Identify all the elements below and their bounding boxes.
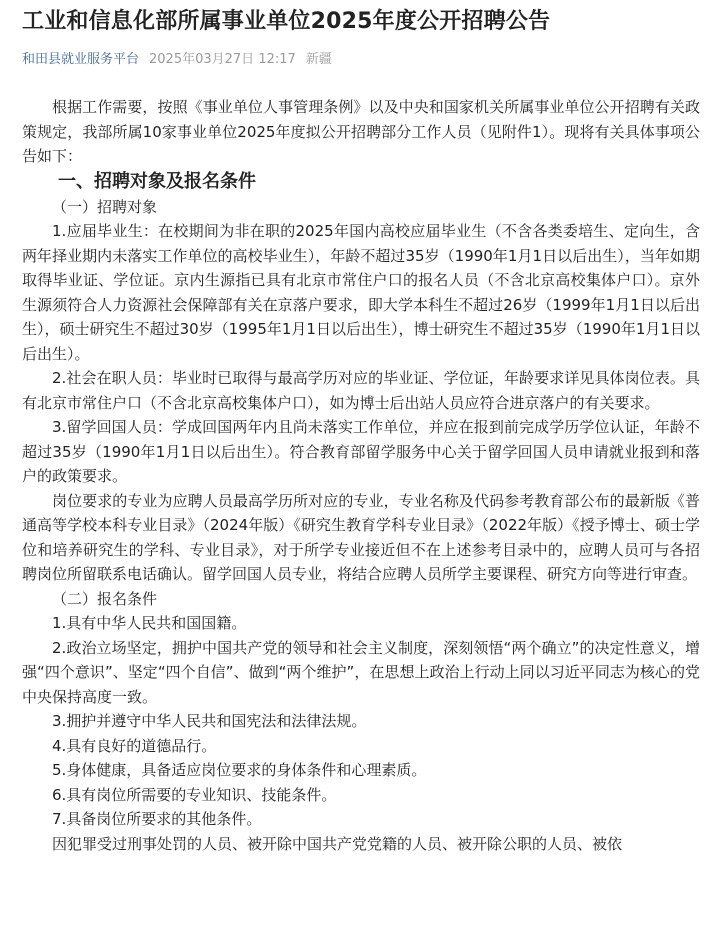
article-title: 工业和信息化部所属事业单位2025年度公开招聘公告 — [22, 9, 551, 34]
subsection-heading: （二）报名条件 — [52, 589, 158, 608]
section-heading: 一、招聘对象及报名条件 — [58, 170, 256, 192]
article-meta — [22, 50, 332, 70]
paragraph-graduates: 1.应届毕业生：在校期间为非在职的2025年国内高校应届毕业生（不含各类委培生、定向生，含两年择业期内未落实工作单位的高校毕业生），年龄不超过35岁（1990年1月1日以后出生），当年如期取得毕业证、学位证。京内生源指已具有北京市常住户口的报名人员（不含北京高校集体户口）。京外生源须符合人力资源社会保障部有关在京落户要求，即大学本科生不超过26岁（1999年1月1日以后出生），硕士研究生不超过30岁（1995年1月1日以后出生），博士研究生不超过35岁（1990年1月1日以后出生）。 — [22, 222, 700, 363]
condition-item: 3.拥护并遵守中华人民共和国宪法和法律法规。 — [52, 712, 367, 730]
paragraph-returnees: 3.留学回国人员：学成回国两年内且尚未落实工作单位，并应在报到前完成学历学位认证，年龄不超过35岁（1990年1月1日以后出生）。符合教育部留学服务中心关于留学回国人员申请就业报到和落户的政策要求。 — [22, 418, 700, 485]
article-body — [22, 95, 700, 856]
paragraph-major: 岗位要求的专业为应聘人员最高学历所对应的专业，专业名称及代码参考教育部公布的最新版《普通高等学校本科专业目录》（2024年版）《研究生教育学科专业目录》（2022年版）《授予博士、硕士学位和培养研究生的学科、专业目录》，对于所学专业接近但不在上述参考目录中的，应聘人员可与各招聘岗位所留联系电话确认。留学回国人员专业，将结合应聘人员所学主要课程、研究方向等进行审查。 — [22, 491, 700, 583]
condition-item: 4.具有良好的道德品行。 — [52, 736, 217, 755]
region-label: 新疆 — [305, 52, 332, 67]
publish-datetime: 2025年03月27日 12:17 — [149, 52, 296, 67]
condition-item: 6.具有岗位所需要的专业知识、技能条件。 — [52, 785, 337, 804]
subsection-heading: （一）招聘对象 — [52, 197, 158, 216]
condition-item: 5.身体健康，具备适应岗位要求的身体条件和心理素质。 — [52, 761, 427, 779]
condition-item: 1.具有中华人民共和国国籍。 — [52, 614, 247, 632]
paragraph-exclusions: 因犯罪受过刑事处罚的人员、被开除中国共产党党籍的人员、被开除公职的人员、被依 — [52, 834, 623, 853]
intro-paragraph: 根据工作需要，按照《事业单位人事管理条例》以及中央和国家机关所属事业单位公开招聘有关政策规定，我部所属10家事业单位2025年度拟公开招聘部分工作人员（见附件1）。现将有关具体事项公告如下： — [22, 98, 700, 165]
paragraph-employed: 2.社会在职人员：毕业时已取得与最高学历对应的毕业证、学位证，年龄要求详见具体岗位表。具有北京市常住户口（不含北京高校集体户口），如为博士后出站人员应符合进京落户的有关要求。 — [22, 369, 700, 412]
source-link[interactable]: 和田县就业服务平台 — [22, 52, 140, 67]
condition-item: 2.政治立场坚定，拥护中国共产党的领导和社会主义制度，深刻领悟“两个确立”的决定性意义，增强“四个意识”、坚定“四个自信”、做到“两个维护”，在思想上政治上行动上同以习近平同志为核心的党中央保持高度一致。 — [22, 638, 700, 706]
condition-item: 7.具备岗位所要求的其他条件。 — [52, 810, 262, 828]
